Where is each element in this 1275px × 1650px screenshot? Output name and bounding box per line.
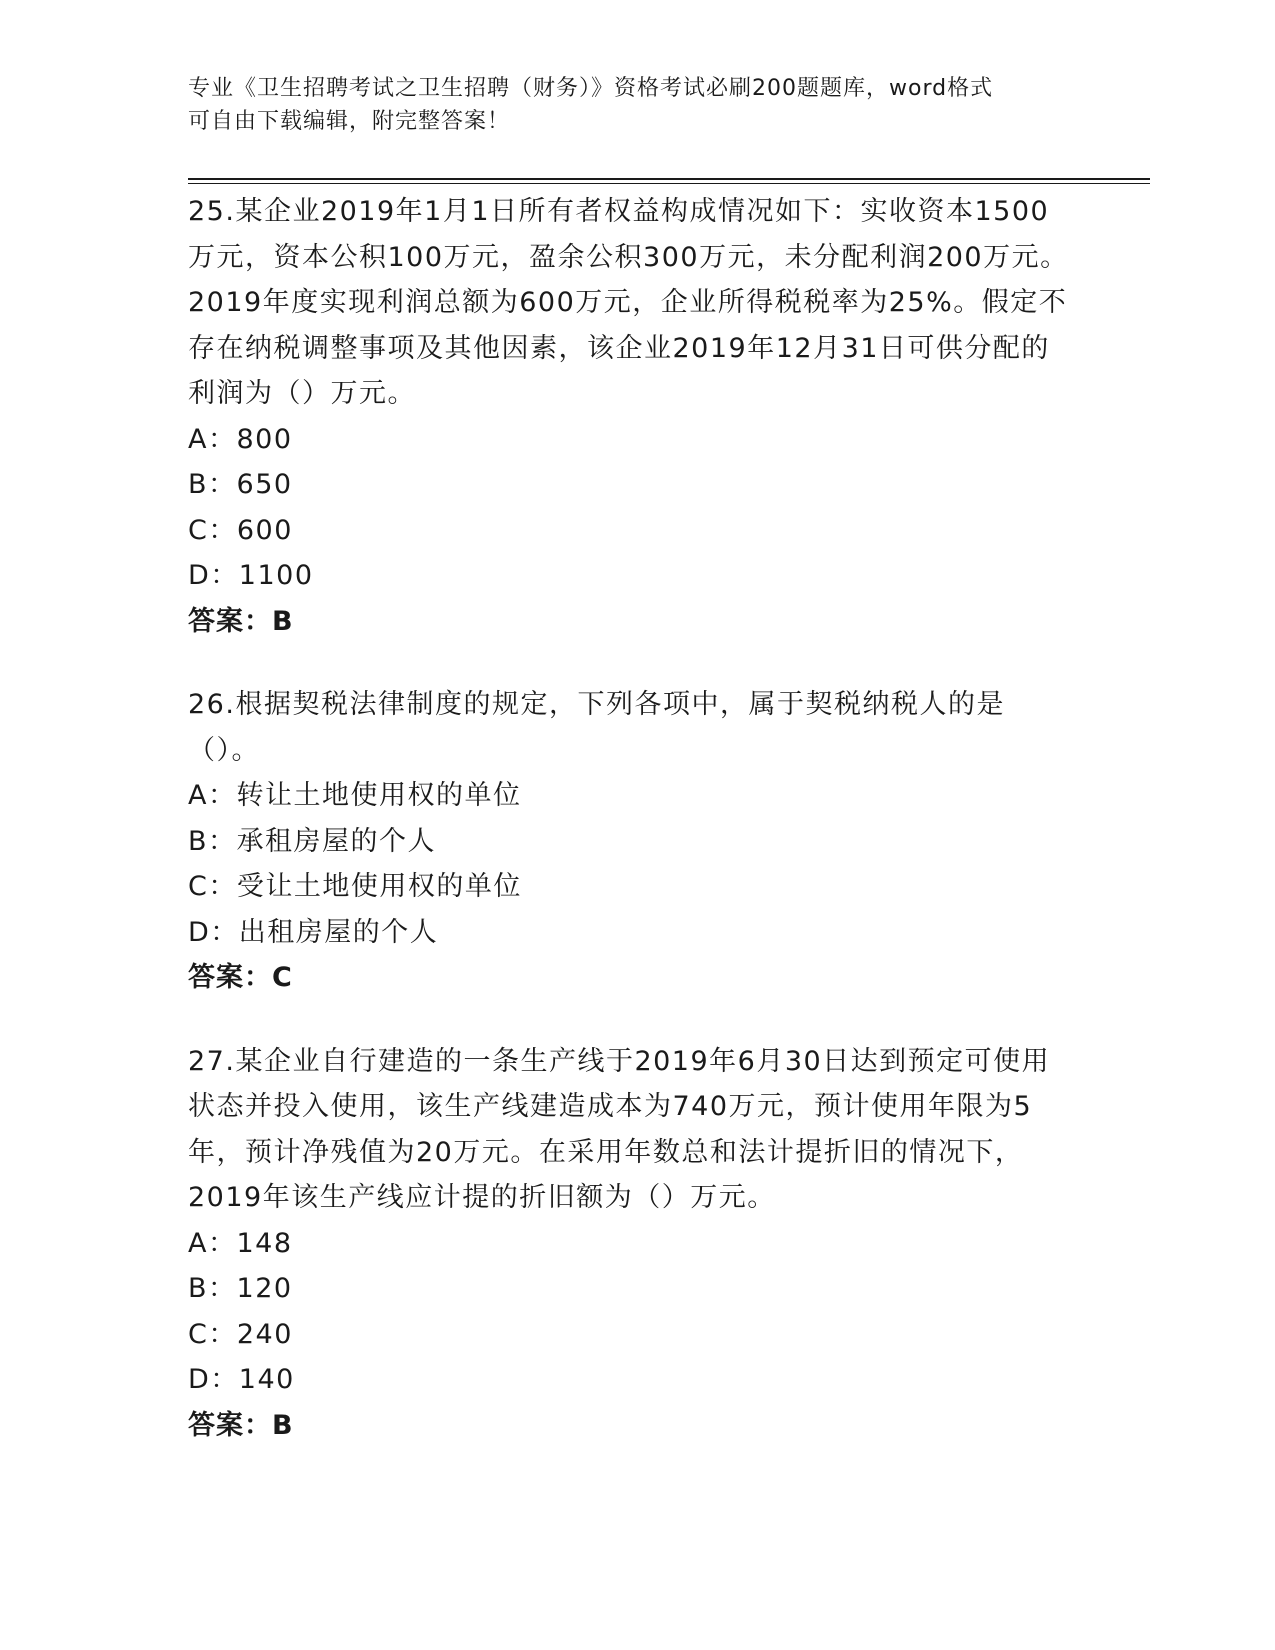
- option-b: B：承租房屋的个人: [188, 825, 437, 857]
- question-stem: 26.根据契税法律制度的规定，下列各项中，属于契税纳税人的是（）。: [188, 689, 1005, 766]
- header-line-1: 专业《卫生招聘考试之卫生招聘（财务）》资格考试必刷200题题库，word格式: [188, 76, 994, 101]
- question-stem: 27.某企业自行建造的一条生产线于2019年6月30日达到预定可使用状态并投入使用，该生产线建造成本为740万元，预计使用年限为5年，预计净残值为20万元。在采用年数总和法计提折旧的情况下，2019年该生产线应计提的折旧额为（）万元。: [188, 1045, 1051, 1213]
- header-line-2: 可自由下载编辑，附完整答案！: [188, 109, 511, 134]
- option-b: B：120: [188, 1273, 293, 1304]
- answer-key: 答案：B: [188, 1409, 294, 1441]
- document-header: [188, 72, 1068, 138]
- question-27: [188, 1039, 1078, 1449]
- question-stem: 25.某企业2019年1月1日所有者权益构成情况如下：实收资本1500万元，资本公积100万元，盈余公积300万元，未分配利润200万元。2019年度实现利润总额为600万元，企业所得税税率为25%。假定不存在纳税调整事项及其他因素，该企业2019年12月31日可供分配的利润为（）万元。: [188, 196, 1069, 409]
- answer-key: 答案：B: [188, 605, 294, 637]
- answer-key: 答案：C: [188, 962, 293, 993]
- option-c: C：受让土地使用权的单位: [188, 871, 522, 902]
- header-divider-thick: [188, 178, 1150, 180]
- question-26: [188, 682, 1078, 1001]
- question-list: [188, 189, 1078, 1486]
- option-d: D：140: [188, 1364, 295, 1395]
- header-divider-thin: [188, 183, 1150, 184]
- option-a: A：148: [188, 1227, 293, 1259]
- question-25: [188, 189, 1078, 644]
- option-c: C：600: [188, 514, 293, 546]
- option-d: D：1100: [188, 560, 314, 591]
- option-b: B：650: [188, 469, 293, 500]
- option-c: C：240: [188, 1318, 293, 1350]
- option-a: A：转让土地使用权的单位: [188, 780, 522, 811]
- option-d: D：出租房屋的个人: [188, 916, 439, 948]
- option-a: A：800: [188, 423, 293, 455]
